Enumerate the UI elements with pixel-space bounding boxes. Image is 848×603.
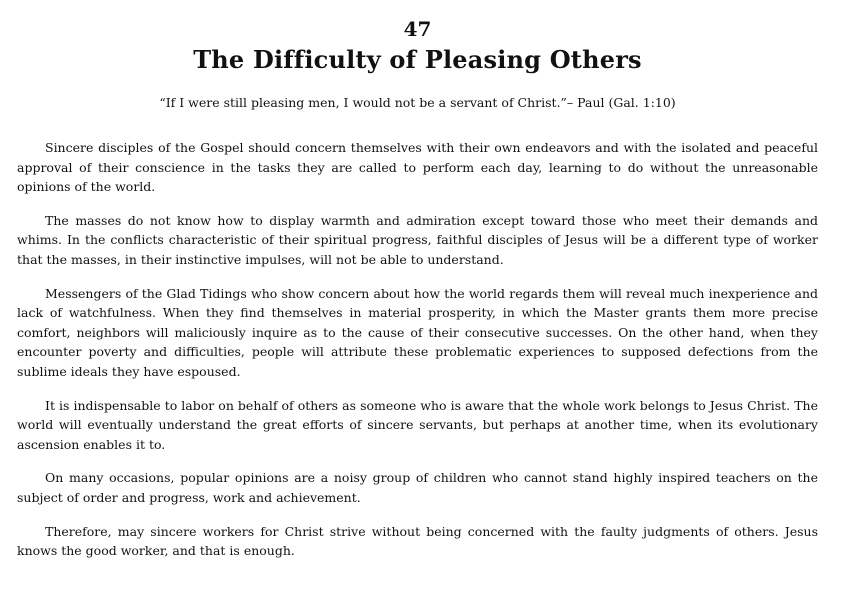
paragraph-1: Sincere disciples of the Gospel should concern themselves with their own endeavors and with the isolated and peaceful approval of their conscience in the tasks they are called to perform each day, learning to do without the unreasonable opinions of the world. [17,140,818,195]
paragraph-2: The masses do not know how to display warmth and admiration except toward those who meet their demands and whims. In the conflicts characteristic of their spiritual progress, faithful disciples of Jesus will be a different type of worker that the masses, in their instinctive impulses, will not be able to understand. [17,212,818,267]
paragraph-3: Messengers of the Glad Tidings who show concern about how the world regards them will reveal much inexperience and lack of watchfulness. When they find themselves in material prosperity, in which the Master grants them more precise comfort, neighbors will maliciously inquire as to the cause of their consecutive successes. On the other hand, when they encounter poverty and difficulties, people will attribute these problematic experiences to supposed defections from the sublime ideals they have espoused. [17,285,818,379]
paragraph-5: On many occasions, popular opinions are a noisy group of children who cannot stand highly inspired teachers on the subject of order and progress, work and achievement. [17,470,818,505]
chapter-body [17,138,818,561]
chapter-title: The Difficulty of Pleasing Others [193,45,642,74]
paragraph-4: It is indispensable to labor on behalf of others as someone who is aware that the whole work belongs to Jesus Christ. The world will eventually understand the great efforts of sincere servants, but perhaps at another time, when its evolutionary ascension enables it to. [17,397,818,452]
paragraph-6: Therefore, may sincere workers for Christ strive without being concerned with the faulty judgments of others. Jesus knows the good worker, and that is enough. [17,523,818,559]
chapter-number: 47 [403,17,432,41]
epigraph-quote: “If I were still pleasing men, I would not be a servant of Christ.”– Paul (Gal. 1:10) [159,95,676,110]
document-page [17,14,818,575]
